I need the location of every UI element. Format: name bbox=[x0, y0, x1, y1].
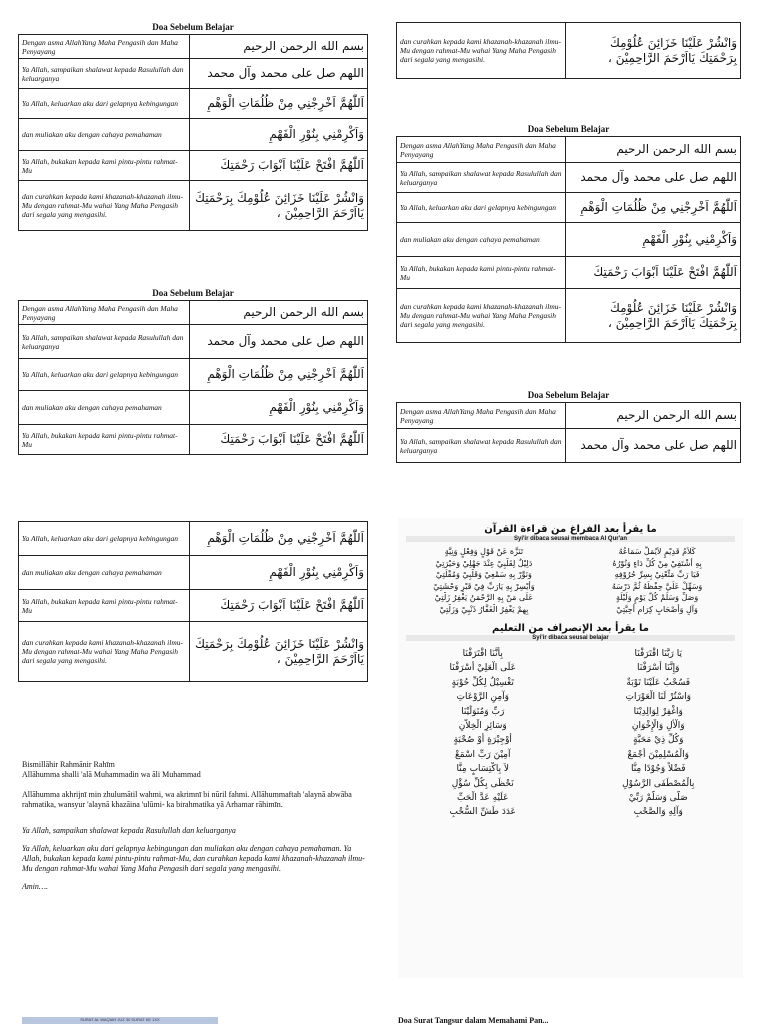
verse-right-half: صَلَّى وَسَلَّمْ رَبِّيْ bbox=[628, 793, 688, 804]
verse-left-half: بِأَنَّنَا اقْتَرَفْنَا bbox=[462, 649, 503, 659]
verse-right-half: وَكُلِّ ذِيْ مَحَبَّةٍ bbox=[633, 735, 684, 746]
syiir-verse-row bbox=[398, 581, 743, 593]
verse-right-half: بِهِ أَشْتَفِيْ مِنْ كُلِّ دَاءٍ وَنُوْرُهُ bbox=[612, 558, 702, 568]
verse-right-half: فَيَا رَبِّ مَتِّعْنِيْ بِسِرِّ حُرُوْفِهِ bbox=[614, 570, 700, 579]
syiir-verse-row bbox=[398, 748, 743, 762]
verse-left-half: وَآمِنِ الرَّوْعَاتِ bbox=[456, 692, 510, 703]
verse-left-half: عَلَيْهِ عَدَّ الْحَبِّ bbox=[456, 793, 509, 804]
verse-right-half: وَآلٍ وَأَصْحَابٍ كِرَامٍ أَحِبَّتِيْ bbox=[616, 604, 698, 614]
verse-right-half: يَا رَبَّنَا اقْتَرَفْنَا bbox=[634, 649, 683, 659]
doa-title: Doa Sebelum Belajar bbox=[527, 390, 610, 400]
syiir-verse-row bbox=[398, 762, 743, 776]
verse-left-half: تَغْسِيْلُ لِكُلِّ حُوْبَةٍ bbox=[451, 677, 514, 688]
verse-right-half: فَضْلاً وَجُوْدًا مِنَّا bbox=[630, 764, 686, 775]
table-row: Ya Allah, sampaikan shalawat kepada Rasulullah dan keluarganya اللهم صل على محمد وآل محمد bbox=[397, 429, 741, 463]
verse-left-half: رَبِّ وَمُتَوَلِّيْنَا bbox=[461, 706, 505, 717]
table-row: dan curahkan kepada kami khazanah-khazanah ilmu-Mu dengan rahmat-Mu wahai Yang Maha Pengasih dari segala yang mengasihi. وَانْشُرْ عَلَيْنَا خَزَائِنَ عُلُوْمِكَ بِرَحْمَتِكَ يَااَرْحَمَ الرَّاحِمِيْنَ ، bbox=[19, 622, 368, 682]
doa-table bbox=[18, 34, 368, 231]
verse-left-half: عَلَى مَنْ بِهِ الرَّحْمَنُ يَغْفِرُ زَلَّتِيْ bbox=[434, 593, 534, 602]
doa-table-block-2 bbox=[18, 288, 368, 455]
translation-paragraph: Ya Allah, keluarkan aku dari gelapnya kebingungan dan muliakan aku dengan cahaya pemahaman. Ya Allah, bukakan kepada kami pintu-pintu rahmat-Mu, dan curahkan kepada kami khazanah-khazanah ilmu-Mu dengan rahmat-Mu wahai Yang Maha Pengasih dari segala yang mengasihi. bbox=[22, 844, 365, 873]
bottom-blue-strip: SURAT AL WAQIAH JUZ 30 SURAT KE 1XX bbox=[22, 1017, 218, 1024]
doa-table-block-right-small bbox=[396, 390, 741, 463]
verse-left-half: آمِيْنَ رَبِّ اسْمَعْ bbox=[455, 749, 511, 760]
doa-table bbox=[396, 22, 741, 79]
syiir-verse-row bbox=[398, 569, 743, 581]
table-row: Ya Allah, keluarkan aku dari gelapnya kebingungan اَللّٰهُمَّ اَخْرِجْنِي مِنْ ظُلُمَاتِ الْوَهْمِ bbox=[19, 89, 368, 119]
bottom-title: Doa Surat Tangsur dalam Memahami Pan... bbox=[398, 1016, 549, 1025]
syiir-verse-row bbox=[398, 558, 743, 570]
syiir-verse-row bbox=[398, 777, 743, 791]
syiir-verse-row bbox=[398, 719, 743, 733]
table-row: Ya Allah, sampaikan shalawat kepada Rasulullah dan keluarganya اللهم صل على محمد وآل محمد bbox=[397, 163, 741, 193]
amin-text: Amin…. bbox=[22, 882, 48, 891]
syiir-subtitle-1: Syi'ir dibaca seusai membaca Al Qur'an bbox=[406, 536, 735, 542]
table-row: dan curahkan kepada kami khazanah-khazanah ilmu-Mu dengan rahmat-Mu wahai Yang Maha Pengasih dari segala yang mengasihi. وَانْشُرْ عَلَيْنَا خَزَائِنَ عُلُوْمِكَ بِرَحْمَتِكَ يَااَرْحَمَ الرَّاحِمِيْنَ ، bbox=[19, 181, 368, 231]
verse-right-half: كَلاَمُ قَدِيْمٍ لاَيُمَلُّ سَمَاعُهُ bbox=[618, 547, 696, 556]
syiir-verses-2 bbox=[398, 647, 743, 820]
syiir-verse-row bbox=[398, 690, 743, 704]
table-row: Dengan asma AllahYang Maha Pengasih dan Maha Penyayang بسم الله الرحمن الرحيم bbox=[19, 35, 368, 59]
verse-left-half: بِهِمْ يَغْفِرُ الْغَفَّارُ ذَنْبِيْ وَزَلَّتِيْ bbox=[439, 604, 529, 614]
syiir-verse-row bbox=[398, 676, 743, 690]
verse-right-half: وَالْمُسْلِمِيْنَ أَجْمَعْ bbox=[627, 749, 689, 760]
verse-right-half: وَآلِهِ وَالصَّحْبِ bbox=[633, 807, 683, 818]
verse-right-half: وَسَهِّلْ عَلَيَّ حِفْظَهُ ثُمَّ دَرْسَهُ bbox=[611, 581, 703, 591]
verse-left-half: أَوْجِيْرَةٍ أَوْ صُحْبَةٍ bbox=[453, 735, 512, 746]
verse-right-half: وَصَلِّ وَسَلِّمْ كُلَّ يَوْمٍ وَلَيْلَةٍ bbox=[615, 593, 699, 602]
syiir-verse-row bbox=[398, 733, 743, 747]
syiir-verse-row bbox=[398, 805, 743, 819]
doa-table bbox=[396, 136, 741, 343]
doa-title: Doa Sebelum Belajar bbox=[527, 124, 610, 134]
table-row: dan muliakan aku dengan cahaya pemahaman وَاَكْرِمْنِي بِنُوْرِ الْفَهْمِ bbox=[19, 391, 368, 425]
table-row: Ya Allah, keluarkan aku dari gelapnya kebingungan اَللّٰهُمَّ اَخْرِجْنِي مِنْ ظُلُمَاتِ الْوَهْمِ bbox=[397, 193, 741, 223]
verse-right-half: وَاسْتُرْ لَنَا الْعَوْرَاتِ bbox=[625, 692, 692, 703]
verse-right-half: وَإِنَّنَا أَسْرَفْنَا bbox=[637, 663, 680, 674]
verse-left-half: تَنَزَّهَ عَنْ قَوْلٍ وَفِعْلٍ وَنِيَّةٍ bbox=[444, 547, 524, 556]
syiir-verse-row bbox=[398, 604, 743, 616]
table-row: Ya Allah, keluarkan aku dari gelapnya kebingungan اَللّٰهُمَّ اَخْرِجْنِي مِنْ ظُلُمَاتِ الْوَهْمِ bbox=[19, 522, 368, 556]
syiir-verse-row bbox=[398, 791, 743, 805]
syiir-scan-image bbox=[398, 518, 743, 978]
table-row: dan curahkan kepada kami khazanah-khazanah ilmu-Mu dengan rahmat-Mu wahai Yang Maha Pengasih dari segala yang mengasihi. وَانْشُرْ عَلَيْنَا خَزَائِنَ عُلُوْمِكَ بِرَحْمَتِكَ يَااَرْحَمَ الرَّاحِمِيْنَ ، bbox=[397, 289, 741, 343]
verse-left-half: دَلِيْلٌ لِقَلْبِيْ عِنْدَ جَهْلِيْ وَحَيْرَتِيْ bbox=[435, 558, 533, 568]
doa-table bbox=[396, 402, 741, 463]
table-row: Dengan asma AllahYang Maha Pengasih dan Maha Penyayang بسم الله الرحمن الرحيم bbox=[397, 403, 741, 429]
verse-left-half: عَلَى الْعَلِيْ أَسْرَفْنَا bbox=[449, 663, 516, 674]
table-row: Ya Allah, keluarkan aku dari gelapnya kebingungan اَللّٰهُمَّ اَخْرِجْنِي مِنْ ظُلُمَاتِ الْوَهْمِ bbox=[19, 359, 368, 391]
table-row: dan curahkan kepada kami khazanah-khazanah ilmu-Mu dengan rahmat-Mu wahai Yang Maha Pengasih dari segala yang mengasihi. وَانْشُرْ عَلَيْنَا خَزَائِنَ عُلُوْمِكَ بِرَحْمَتِكَ يَااَرْحَمَ الرَّاحِمِيْنَ ، bbox=[397, 23, 741, 79]
syiir-verse-row bbox=[398, 705, 743, 719]
verse-left-half: نَحْظَى بِكُلِّ سُؤْلِ bbox=[451, 778, 514, 789]
table-row: dan muliakan aku dengan cahaya pemahaman وَاَكْرِمْنِي بِنُوْرِ الْفَهْمِ bbox=[19, 556, 368, 590]
transliteration-block bbox=[22, 760, 367, 900]
syiir-verse-row bbox=[398, 647, 743, 661]
doa-table bbox=[18, 521, 368, 682]
syiir-verse-row bbox=[398, 661, 743, 675]
verse-right-half: وَالْأَلِ وَالْإِخْوَانِ bbox=[631, 721, 685, 732]
syiir-heading-2: ما يقرأ بعد الإنصراف من التعليم bbox=[492, 623, 649, 634]
table-row: Ya Allah, sampaikan shalawat kepada Rasulullah dan keluarganya اللهم صل على محمد وآل محمد bbox=[19, 325, 368, 359]
verse-left-half: وَسَائِرِ الْخِلاَّنِ bbox=[458, 721, 507, 732]
translit-line: Bismillāhir Rahmānir Rahīm Allāhumma shalli 'alā Muhammadin wa āli Muhammad bbox=[22, 760, 201, 779]
table-row: Dengan asma AllahYang Maha Pengasih dan Maha Penyayang بسم الله الرحمن الرحيم bbox=[397, 137, 741, 163]
table-row: Ya Allah, bukakan kepada kami pintu-pintu rahmat-Mu اَللّٰهُمَّ افْتَحْ عَلَيْنَا اَبْوَابَ رَحْمَتِكَ bbox=[19, 151, 368, 181]
table-row: dan muliakan aku dengan cahaya pemahaman وَاَكْرِمْنِي بِنُوْرِ الْفَهْمِ bbox=[397, 223, 741, 257]
syiir-subtitle-2: Syi'ir dibaca seusai belajar bbox=[406, 635, 735, 641]
doa-table bbox=[18, 300, 368, 455]
table-row: Ya Allah, bukakan kepada kami pintu-pintu rahmat-Mu اَللّٰهُمَّ افْتَحْ عَلَيْنَا اَبْوَابَ رَحْمَتِكَ bbox=[19, 590, 368, 622]
verse-left-half: وَنَوِّرْ بِهِ سَمْعِيْ وَقَلْبِيْ وَمُقْلَتِيْ bbox=[435, 570, 532, 579]
verse-right-half: وَاغْفِرْ لِوَالِدِيْنَا bbox=[633, 706, 683, 717]
translation-line: Ya Allah, sampaikan shalawat kepada Rasulullah dan keluarganya bbox=[22, 826, 236, 835]
doa-table-block-1 bbox=[18, 22, 368, 231]
syiir-verse-row bbox=[398, 546, 743, 558]
verse-right-half: فَسُحْبُ عَلَيْنَا تَوْبَةٌ bbox=[626, 677, 691, 688]
syiir-verses-1 bbox=[398, 546, 743, 615]
table-row: Dengan asma AllahYang Maha Pengasih dan Maha Penyayang بسم الله الرحمن الرحيم bbox=[19, 301, 368, 325]
doa-title: Doa Sebelum Belajar bbox=[152, 288, 234, 298]
verse-right-half: بِالْمُصْطَفَى الرَّسُوْلِ bbox=[622, 778, 695, 789]
doa-table-block-top-right bbox=[396, 22, 741, 79]
table-row: dan muliakan aku dengan cahaya pemahaman وَاَكْرِمْنِي بِنُوْرِ الْفَهْمِ bbox=[19, 119, 368, 151]
doa-table-block-3 bbox=[18, 521, 368, 682]
table-row: Ya Allah, sampaikan shalawat kepada Rasulullah dan keluarganya اللهم صل على محمد وآل محمد bbox=[19, 59, 368, 89]
translit-paragraph: Allāhumma akhrijnī min zhulumātil wahmi, wa akrimnī bi nūril fahmi. Allāhummaftah 'alaynā abwāba rahmatika, wansyur 'alaynā khazāina 'ulūmi- ka birahmatika yā Arhamar rāhimīn. bbox=[22, 790, 352, 809]
table-row: Ya Allah, bukakan kepada kami pintu-pintu rahmat-Mu اَللّٰهُمَّ افْتَحْ عَلَيْنَا اَبْوَابَ رَحْمَتِكَ bbox=[19, 425, 368, 455]
syiir-verse-row bbox=[398, 592, 743, 604]
verse-left-half: عَدَدَ طَشِّ السُّحْبِ bbox=[449, 807, 516, 818]
verse-left-half: لاَ بِاكْتِسَابٍ مِنَّا bbox=[456, 764, 510, 775]
verse-left-half: وَأَيْسِرْ بِهِ يَارَبِّ فِيْ قَبْرِ وَحْشَتِيْ bbox=[433, 581, 535, 591]
syiir-heading-1: ما يقرأ بعد الفراغ من قراءة القرآن bbox=[484, 524, 657, 535]
table-row: Ya Allah, bukakan kepada kami pintu-pintu rahmat-Mu اَللّٰهُمَّ افْتَحْ عَلَيْنَا اَبْوَابَ رَحْمَتِكَ bbox=[397, 257, 741, 289]
doa-title: Doa Sebelum Belajar bbox=[152, 22, 234, 32]
doa-table-block-right bbox=[396, 124, 741, 343]
